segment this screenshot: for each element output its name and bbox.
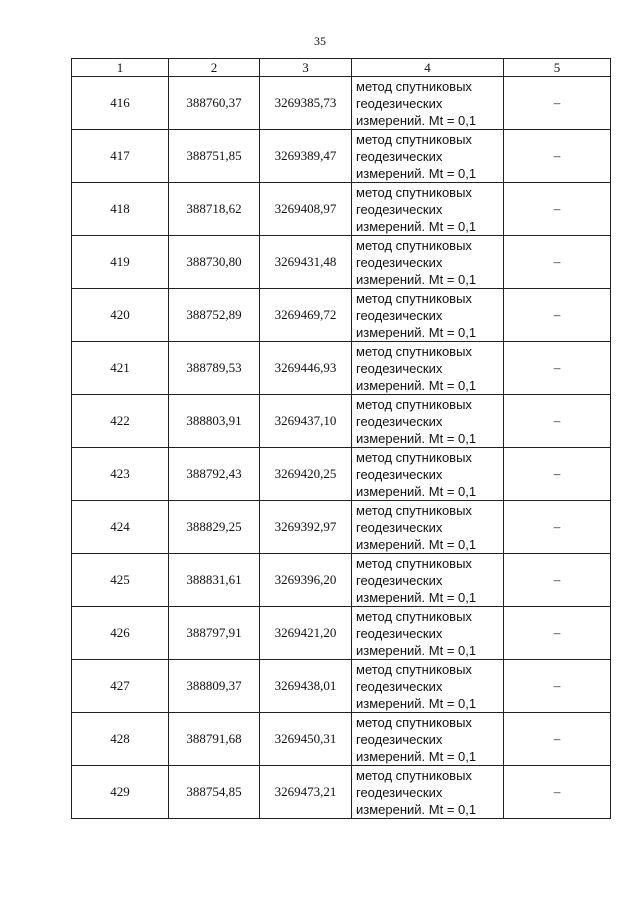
point-number: 416	[72, 77, 169, 130]
table-row	[72, 660, 611, 713]
point-number: 423	[72, 448, 169, 501]
method-line: геодезических	[356, 307, 443, 323]
coordinate-x: 388803,91	[169, 395, 260, 448]
note-cell: –	[504, 660, 611, 713]
method-line: метод спутниковых	[356, 502, 472, 518]
note-cell: –	[504, 77, 611, 130]
method-description	[352, 395, 504, 448]
coordinate-x: 388797,91	[169, 607, 260, 660]
method-line: измерений. Mt = 0,1	[356, 536, 477, 552]
table-row	[72, 448, 611, 501]
coordinate-y: 3269408,97	[260, 183, 352, 236]
method-line: метод спутниковых	[356, 343, 472, 359]
coordinate-y: 3269396,20	[260, 554, 352, 607]
coordinate-y: 3269389,47	[260, 130, 352, 183]
point-number: 417	[72, 130, 169, 183]
table-row	[72, 713, 611, 766]
method-line: геодезических	[356, 678, 443, 694]
method-line: геодезических	[356, 254, 443, 270]
table-row	[72, 130, 611, 183]
note-cell: –	[504, 183, 611, 236]
point-number: 428	[72, 713, 169, 766]
coordinate-x: 388831,61	[169, 554, 260, 607]
table-row	[72, 607, 611, 660]
coordinate-y: 3269473,21	[260, 766, 352, 819]
note-cell: –	[504, 395, 611, 448]
method-description	[352, 448, 504, 501]
point-number: 427	[72, 660, 169, 713]
coordinate-x: 388751,85	[169, 130, 260, 183]
coordinate-y: 3269438,01	[260, 660, 352, 713]
method-description	[352, 766, 504, 819]
coordinate-y: 3269431,48	[260, 236, 352, 289]
method-line: метод спутниковых	[356, 449, 472, 465]
note-cell: –	[504, 607, 611, 660]
table-body	[72, 77, 611, 819]
method-line: геодезических	[356, 148, 443, 164]
point-number: 422	[72, 395, 169, 448]
method-description	[352, 713, 504, 766]
note-cell: –	[504, 342, 611, 395]
method-line: метод спутниковых	[356, 555, 472, 571]
table-row	[72, 501, 611, 554]
point-number: 429	[72, 766, 169, 819]
coordinate-x: 388809,37	[169, 660, 260, 713]
coordinate-x: 388760,37	[169, 77, 260, 130]
coordinate-x: 388829,25	[169, 501, 260, 554]
point-number: 426	[72, 607, 169, 660]
method-line: измерений. Mt = 0,1	[356, 801, 477, 817]
method-line: геодезических	[356, 731, 443, 747]
method-line: геодезических	[356, 95, 443, 111]
column-header-1: 1	[72, 59, 169, 77]
method-line: геодезических	[356, 466, 443, 482]
method-line: геодезических	[356, 519, 443, 535]
column-header-4: 4	[352, 59, 504, 77]
table-row	[72, 342, 611, 395]
method-description	[352, 660, 504, 713]
method-description	[352, 501, 504, 554]
method-line: метод спутниковых	[356, 237, 472, 253]
coordinate-y: 3269437,10	[260, 395, 352, 448]
note-cell: –	[504, 501, 611, 554]
table-row	[72, 183, 611, 236]
method-description	[352, 236, 504, 289]
method-line: измерений. Mt = 0,1	[356, 377, 477, 393]
table-row	[72, 766, 611, 819]
coordinate-y: 3269446,93	[260, 342, 352, 395]
method-description	[352, 289, 504, 342]
coordinate-y: 3269450,31	[260, 713, 352, 766]
method-line: измерений. Mt = 0,1	[356, 112, 477, 128]
coordinate-y: 3269469,72	[260, 289, 352, 342]
method-line: измерений. Mt = 0,1	[356, 324, 477, 340]
coordinate-y: 3269392,97	[260, 501, 352, 554]
coordinates-table	[71, 58, 611, 819]
coordinate-x: 388792,43	[169, 448, 260, 501]
note-cell: –	[504, 448, 611, 501]
method-description	[352, 77, 504, 130]
column-header-2: 2	[169, 59, 260, 77]
coordinate-x: 388752,89	[169, 289, 260, 342]
page-number: 35	[314, 34, 326, 48]
method-line: метод спутниковых	[356, 767, 472, 783]
method-line: геодезических	[356, 625, 443, 641]
method-line: метод спутниковых	[356, 131, 472, 147]
method-line: метод спутниковых	[356, 661, 472, 677]
point-number: 418	[72, 183, 169, 236]
coordinate-x: 388791,68	[169, 713, 260, 766]
table-row	[72, 236, 611, 289]
table-row	[72, 554, 611, 607]
method-description	[352, 183, 504, 236]
note-cell: –	[504, 236, 611, 289]
method-line: геодезических	[356, 413, 443, 429]
method-line: метод спутниковых	[356, 714, 472, 730]
method-line: геодезических	[356, 784, 443, 800]
note-cell: –	[504, 289, 611, 342]
method-line: метод спутниковых	[356, 608, 472, 624]
header-row	[72, 59, 611, 77]
coordinate-y: 3269421,20	[260, 607, 352, 660]
coordinate-x: 388718,62	[169, 183, 260, 236]
coordinate-x: 388754,85	[169, 766, 260, 819]
method-line: измерений. Mt = 0,1	[356, 748, 477, 764]
method-line: метод спутниковых	[356, 184, 472, 200]
method-description	[352, 607, 504, 660]
coordinate-x: 388730,80	[169, 236, 260, 289]
method-description	[352, 342, 504, 395]
method-line: измерений. Mt = 0,1	[356, 271, 477, 287]
method-line: измерений. Mt = 0,1	[356, 483, 477, 499]
table-row	[72, 395, 611, 448]
table-row	[72, 289, 611, 342]
note-cell: –	[504, 554, 611, 607]
column-header-5: 5	[504, 59, 611, 77]
method-line: метод спутниковых	[356, 396, 472, 412]
method-line: геодезических	[356, 201, 443, 217]
column-header-3: 3	[260, 59, 352, 77]
method-line: измерений. Mt = 0,1	[356, 642, 477, 658]
note-cell: –	[504, 766, 611, 819]
point-number: 420	[72, 289, 169, 342]
coordinate-y: 3269385,73	[260, 77, 352, 130]
point-number: 425	[72, 554, 169, 607]
method-line: измерений. Mt = 0,1	[356, 165, 477, 181]
method-line: измерений. Mt = 0,1	[356, 695, 477, 711]
method-line: измерений. Mt = 0,1	[356, 589, 477, 605]
note-cell: –	[504, 713, 611, 766]
point-number: 419	[72, 236, 169, 289]
method-line: геодезических	[356, 572, 443, 588]
coordinate-x: 388789,53	[169, 342, 260, 395]
method-description	[352, 554, 504, 607]
coordinate-y: 3269420,25	[260, 448, 352, 501]
note-cell: –	[504, 130, 611, 183]
method-line: геодезических	[356, 360, 443, 376]
point-number: 421	[72, 342, 169, 395]
method-line: метод спутниковых	[356, 290, 472, 306]
method-line: метод спутниковых	[356, 78, 472, 94]
point-number: 424	[72, 501, 169, 554]
method-description	[352, 130, 504, 183]
table-row	[72, 77, 611, 130]
method-line: измерений. Mt = 0,1	[356, 430, 477, 446]
method-line: измерений. Mt = 0,1	[356, 218, 477, 234]
